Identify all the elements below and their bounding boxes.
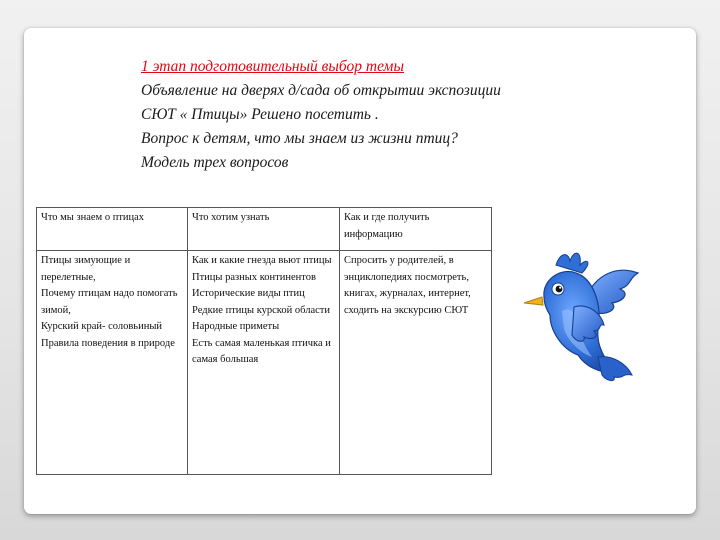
cell-line: Народные приметы	[192, 321, 280, 332]
cell-line: Правила поведения в природе	[41, 337, 175, 349]
cell-line: Редкие птицы курской области	[192, 304, 330, 316]
table-cell-want	[188, 251, 340, 475]
table-header-want: Что хотим узнать	[188, 208, 340, 251]
cell-line: Есть самая маленькая птичка и самая большая	[192, 337, 331, 365]
table-header-row	[37, 208, 492, 251]
cell-line: Птицы зимующие и перелетные,	[41, 255, 131, 283]
intro-line: Объявление на дверях д/сада об открытии экспозиции	[141, 82, 501, 99]
cell-line: Курский край- соловьиный	[41, 321, 163, 332]
cell-line: Исторические виды птиц	[192, 288, 305, 299]
table-row	[37, 251, 492, 475]
intro-text	[141, 55, 601, 175]
table-cell-known	[37, 251, 188, 475]
intro-line: Вопрос к детям, что мы знаем из жизни птиц?	[141, 130, 458, 147]
three-questions-table	[36, 207, 492, 475]
table-cell-how	[340, 251, 492, 475]
table-header-how: Как и где получить информацию	[340, 208, 492, 251]
cell-line: Спросить у родителей, в энциклопедиях посмотреть, книгах, журналах, интернет, сходить на экскурсию СЮТ	[344, 255, 471, 316]
table-header-known: Что мы знаем о птицах	[37, 208, 188, 251]
cell-line: Почему птицам надо помогать зимой,	[41, 288, 178, 316]
cell-line: Птицы разных континентов	[192, 271, 316, 283]
intro-line: СЮТ « Птицы» Решено посетить .	[141, 106, 379, 123]
bluebird-icon	[516, 245, 646, 385]
cell-line: Как и какие гнезда вьют птицы	[192, 255, 332, 266]
intro-line: Модель трех вопросов	[141, 154, 289, 171]
stage-title: 1 этап подготовительный выбор темы	[141, 58, 404, 75]
